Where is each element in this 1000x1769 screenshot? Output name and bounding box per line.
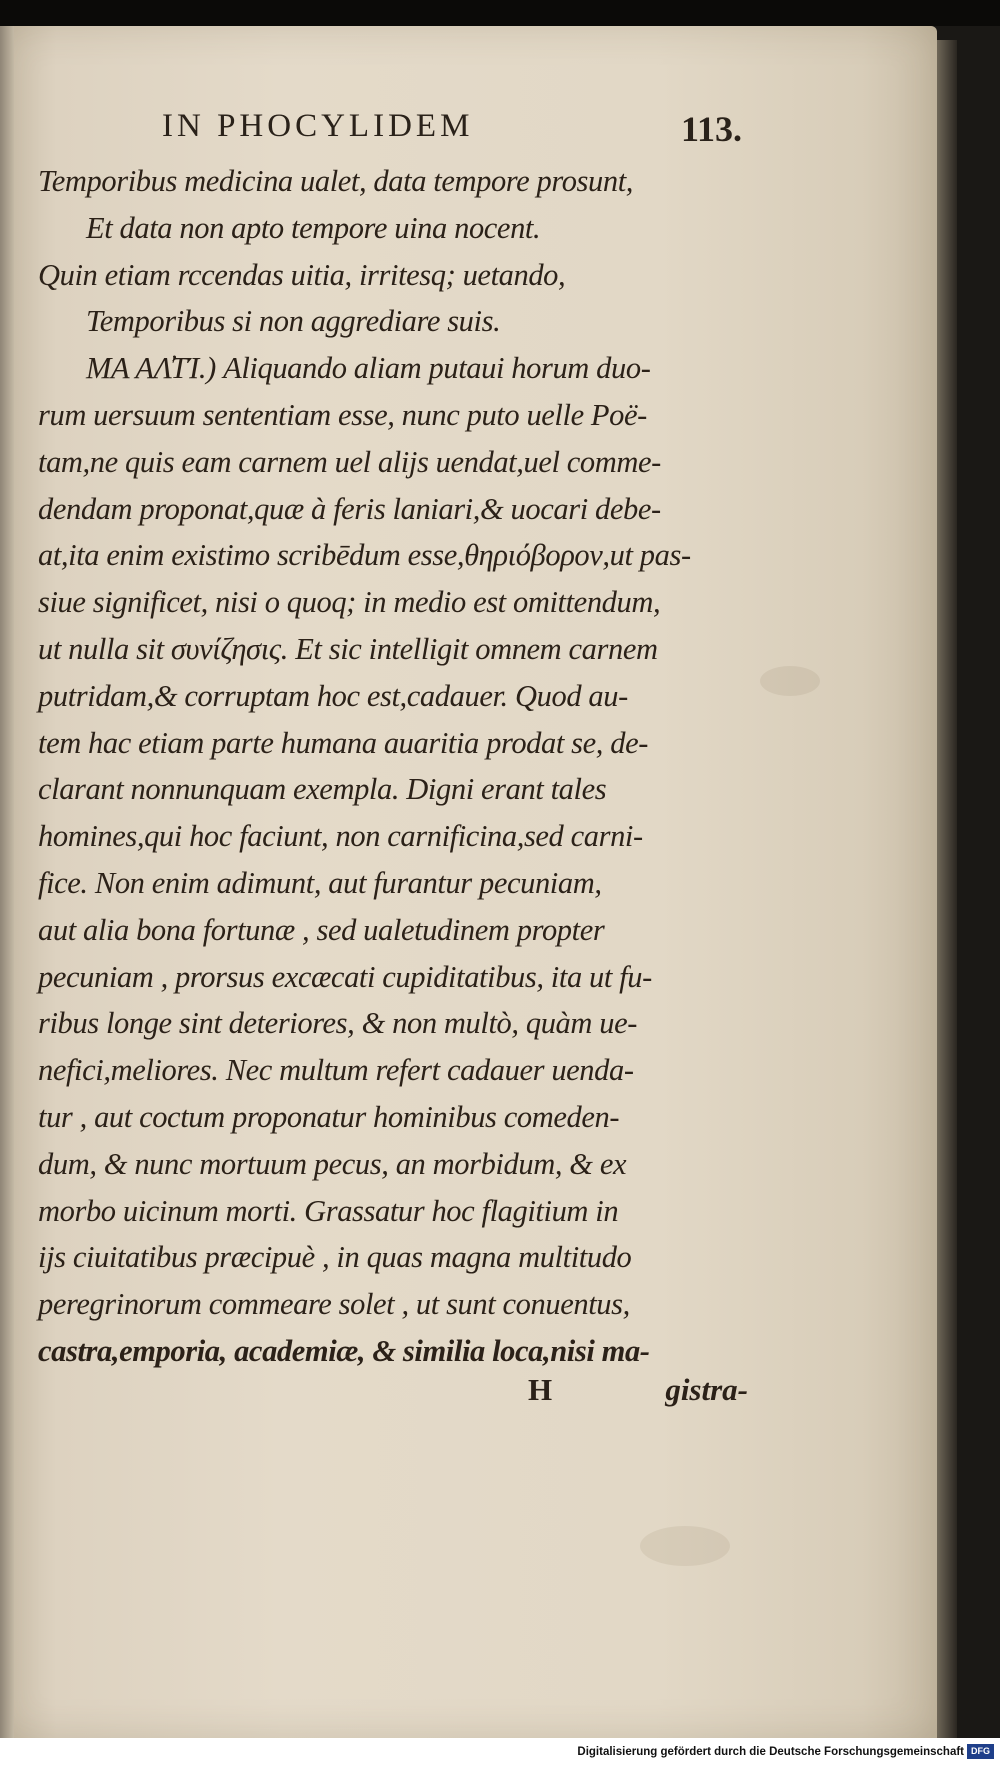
paper-stain [640,1526,730,1566]
text-line: putridam,& corruptam hoc est,cadauer. Quod au- [38,678,628,713]
text-line: tam,ne quis eam carnem uel alijs uendat,uel comme- [38,444,661,479]
text-line: siue significet, nisi ο quoq; in medio est omittendum, [38,585,661,620]
text-line: castra,emporia, academiæ, & similia loca,nisi ma- [38,1333,650,1368]
text-line: tur , aut coctum proponatur hominibus comeden- [38,1099,620,1134]
text-line: morbo uicinum morti. Grassatur hoc flagitium in [38,1193,619,1228]
page-edge [937,40,957,1738]
text-line: ΜΑ ΑΛ̓ΤΊ.) Aliquando aliam putaui horum duo- [86,351,651,386]
text-line: ijs ciuitatibus præcipuè , in quas magna multitudo [38,1240,632,1275]
page-footer-marks [528,1372,748,1418]
text-line: at,ita enim existimo scribēdum esse,θηριόβορον,ut pas- [38,538,691,573]
page-number: 113. [680,109,742,149]
dfg-logo-icon: DFG [967,1744,994,1759]
text-line: Temporibus si non aggrediare suis. [86,304,501,339]
text-line: fice. Non enim adimunt, aut furantur pecuniam, [38,865,602,900]
text-line: ribus longe sint deteriores, & non multò, quàm ue- [38,1006,637,1041]
body-text [38,158,748,1375]
page-gutter-shadow [0,26,14,1738]
running-head: IN PHOCYLIDEM [162,108,474,144]
text-line: Temporibus medicina ualet, data tempore prosunt, [38,164,634,198]
text-line: clarant nonnunquam exempla. Digni erant tales [38,772,607,807]
text-line: peregrinorum commeare solet , ut sunt conuentus, [38,1287,630,1322]
text-line: dendam proponat,quæ à feris laniari,& uocari debe- [38,491,661,526]
text-line: Et data non apto tempore uina nocent. [86,210,541,245]
text-line: rum uersuum sententiam esse, nunc puto uelle Poë- [38,397,647,432]
scan-background-top [0,0,1000,26]
text-line: aut alia bona fortunæ , sed ualetudinem propter [38,912,605,947]
text-line: nefici,meliores. Nec multum refert cadauer uenda- [38,1053,634,1088]
catchword: gistra- [665,1372,748,1407]
text-line: dum, & nunc mortuum pecus, an morbidum, & ex [38,1146,627,1181]
digitization-credit-bar [0,1738,1000,1769]
signature-mark: H [528,1372,553,1407]
page-header [162,108,742,152]
paper-stain [760,666,820,696]
funding-credit: Digitalisierung gefördert durch die Deutsche Forschungsgemeinschaft [577,1746,964,1758]
text-line: Quin etiam rccendas uitia, irritesq; uetando, [38,257,566,292]
text-line: tem hac etiam parte humana auaritia prodat se, de- [38,725,648,760]
text-line: pecuniam , prorsus excæcati cupiditatibus, ita ut fu- [38,959,652,994]
text-line: ut nulla sit συνίζησις. Et sic intelligit omnem carnem [38,631,658,666]
text-line: homines,qui hoc faciunt, non carnificina,sed carni- [38,819,643,854]
